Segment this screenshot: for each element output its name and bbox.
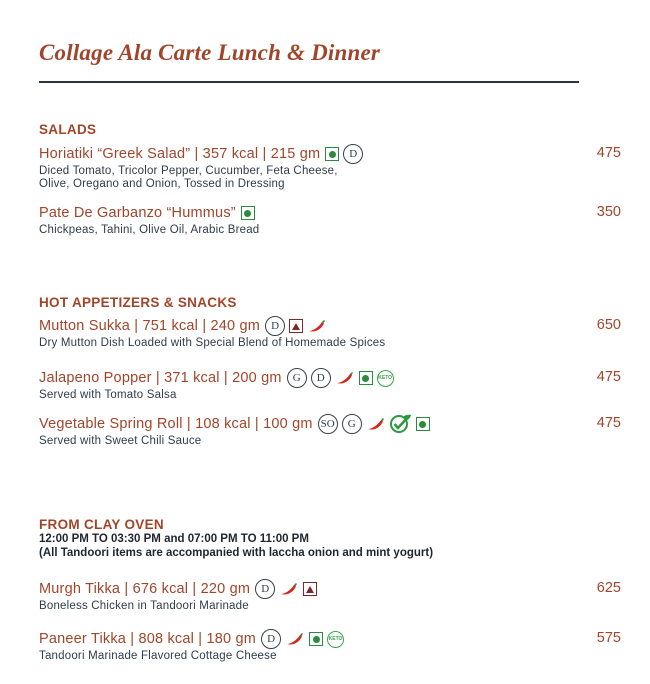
item-description: Chickpeas, Tahini, Olive Oil, Arabic Bread	[39, 224, 260, 236]
item-name: Vegetable Spring Roll | 108 kcal | 100 gm	[39, 416, 313, 432]
item-description: Served with Sweet Chili Sauce	[39, 435, 202, 447]
item-price: 625	[596, 580, 621, 596]
keto-icon: KETO	[377, 370, 394, 387]
chili-icon	[335, 371, 355, 385]
gluten-icon: G	[342, 414, 362, 434]
keto-icon: KETO	[327, 631, 344, 648]
item-name: Horiatiki “Greek Salad” | 357 kcal | 215 gm	[39, 146, 321, 162]
veg-icon	[416, 417, 430, 431]
item-price: 475	[596, 415, 621, 431]
dairy-icon: D	[265, 316, 285, 336]
non-veg-icon	[289, 319, 303, 333]
dairy-icon: D	[311, 368, 331, 388]
menu-item-horiatiki	[39, 143, 621, 191]
menu-item-jalapeno-popper	[39, 367, 621, 402]
chili-icon	[285, 632, 305, 646]
dairy-icon: D	[343, 144, 363, 164]
section-heading-hot-appetizers: HOT APPETIZERS & SNACKS	[39, 295, 237, 310]
chili-icon	[279, 582, 299, 596]
menu-item-spring-roll	[39, 413, 621, 448]
item-price: 475	[596, 145, 621, 161]
item-price: 575	[596, 630, 621, 646]
veg-icon	[359, 371, 373, 385]
veg-icon	[309, 632, 323, 646]
menu-item-murgh-tikka	[39, 578, 621, 613]
menu-item-paneer-tikka	[39, 628, 621, 663]
item-name: Murgh Tikka | 676 kcal | 220 gm	[39, 581, 251, 597]
menu-item-mutton-sukka	[39, 315, 621, 350]
gluten-icon: G	[287, 368, 307, 388]
section-heading-salads: SALADS	[39, 122, 97, 137]
item-name: Pate De Garbanzo “Hummus”	[39, 205, 236, 221]
item-price: 475	[596, 369, 621, 385]
item-description: Dry Mutton Dish Loaded with Special Blend of Homemade Spices	[39, 337, 386, 349]
menu-item-hummus	[39, 202, 621, 237]
soy-icon: SO	[318, 414, 338, 434]
item-description: Boneless Chicken in Tandoori Marinade	[39, 600, 249, 612]
chili-icon	[307, 319, 327, 333]
menu-title: Collage Ala Carte Lunch & Dinner	[39, 40, 381, 65]
section-heading-clay-oven: FROM CLAY OVEN	[39, 517, 164, 532]
item-description: Olive, Oregano and Onion, Tossed in Dressing	[39, 178, 285, 190]
veg-icon	[241, 206, 255, 220]
chili-icon	[366, 417, 386, 431]
title-divider	[39, 81, 579, 83]
item-name: Paneer Tikka | 808 kcal | 180 gm	[39, 631, 257, 647]
item-description: Served with Tomato Salsa	[39, 389, 177, 401]
item-description: Diced Tomato, Tricolor Pepper, Cucumber, Feta Cheese,	[39, 165, 338, 177]
item-name: Mutton Sukka | 751 kcal | 240 gm	[39, 318, 261, 334]
item-price: 650	[596, 317, 621, 333]
item-price: 350	[596, 204, 621, 220]
vegan-icon	[390, 414, 412, 434]
veg-icon	[325, 147, 339, 161]
service-timing: 12:00 PM TO 03:30 PM and 07:00 PM TO 11:00 PM	[39, 533, 309, 545]
item-description: Tandoori Marinade Flavored Cottage Cheese	[39, 650, 277, 662]
tandoori-note: (All Tandoori items are accompanied with laccha onion and mint yogurt)	[39, 547, 434, 559]
dairy-icon: D	[255, 579, 275, 599]
item-name: Jalapeno Popper | 371 kcal | 200 gm	[39, 370, 282, 386]
non-veg-icon	[303, 582, 317, 596]
dairy-icon: D	[261, 629, 281, 649]
